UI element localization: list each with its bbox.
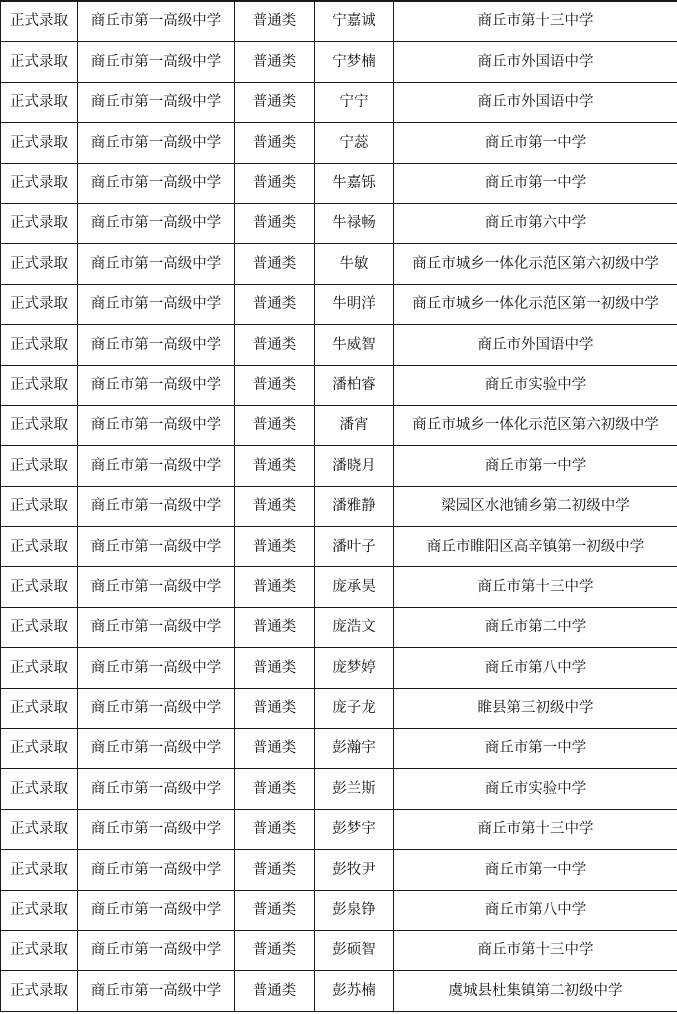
table-row	[1, 729, 677, 769]
admission-table-body	[1, 1, 677, 1011]
student-name-cell: 潘晓月	[315, 446, 394, 486]
student-name-cell: 庞子龙	[315, 688, 394, 728]
table-row	[1, 890, 677, 930]
admission-status-cell: 正式录取	[1, 365, 78, 405]
student-name-cell: 庞浩文	[315, 607, 394, 647]
graduating-school-cell: 睢县第三初级中学	[394, 688, 677, 728]
admitted-school-cell: 商丘市第一高级中学	[78, 284, 235, 324]
graduating-school-cell: 商丘市第一中学	[394, 123, 677, 163]
graduating-school-cell: 商丘市第八中学	[394, 648, 677, 688]
admitted-school-cell: 商丘市第一高级中学	[78, 82, 235, 122]
student-name-cell: 宁梦楠	[315, 42, 394, 82]
table-row	[1, 486, 677, 526]
graduating-school-cell: 商丘市城乡一体化示范区第一初级中学	[394, 284, 677, 324]
admitted-school-cell: 商丘市第一高级中学	[78, 850, 235, 890]
admission-status-cell: 正式录取	[1, 567, 78, 607]
admission-status-cell: 正式录取	[1, 809, 78, 849]
table-row	[1, 1, 677, 42]
student-name-cell: 彭梦宇	[315, 809, 394, 849]
admission-status-cell: 正式录取	[1, 769, 78, 809]
admission-status-cell: 正式录取	[1, 405, 78, 445]
admitted-school-cell: 商丘市第一高级中学	[78, 648, 235, 688]
student-name-cell: 宁嘉诚	[315, 1, 394, 42]
student-name-cell: 庞承昊	[315, 567, 394, 607]
admitted-school-cell: 商丘市第一高级中学	[78, 486, 235, 526]
student-name-cell: 牛禄畅	[315, 203, 394, 243]
admission-type-cell: 普通类	[235, 486, 315, 526]
graduating-school-cell: 商丘市第一中学	[394, 163, 677, 203]
admission-type-cell: 普通类	[235, 607, 315, 647]
graduating-school-cell: 商丘市睢阳区高辛镇第一初级中学	[394, 527, 677, 567]
table-row	[1, 648, 677, 688]
admission-status-cell: 正式录取	[1, 244, 78, 284]
table-row	[1, 82, 677, 122]
admission-status-cell: 正式录取	[1, 850, 78, 890]
admission-type-cell: 普通类	[235, 769, 315, 809]
admission-type-cell: 普通类	[235, 284, 315, 324]
admission-type-cell: 普通类	[235, 527, 315, 567]
table-row	[1, 567, 677, 607]
admitted-school-cell: 商丘市第一高级中学	[78, 971, 235, 1011]
graduating-school-cell: 梁园区水池铺乡第二初级中学	[394, 486, 677, 526]
admission-status-cell: 正式录取	[1, 688, 78, 728]
admitted-school-cell: 商丘市第一高级中学	[78, 890, 235, 930]
graduating-school-cell: 商丘市实验中学	[394, 365, 677, 405]
admitted-school-cell: 商丘市第一高级中学	[78, 325, 235, 365]
graduating-school-cell: 虞城县杜集镇第二初级中学	[394, 971, 677, 1011]
admission-type-cell: 普通类	[235, 244, 315, 284]
table-row	[1, 930, 677, 970]
table-row	[1, 203, 677, 243]
admission-status-cell: 正式录取	[1, 284, 78, 324]
student-name-cell: 牛威智	[315, 325, 394, 365]
admission-type-cell: 普通类	[235, 971, 315, 1011]
admitted-school-cell: 商丘市第一高级中学	[78, 244, 235, 284]
admitted-school-cell: 商丘市第一高级中学	[78, 446, 235, 486]
admission-status-cell: 正式录取	[1, 446, 78, 486]
student-name-cell: 牛嘉铄	[315, 163, 394, 203]
student-name-cell: 潘叶子	[315, 527, 394, 567]
admission-type-cell: 普通类	[235, 405, 315, 445]
graduating-school-cell: 商丘市第六中学	[394, 203, 677, 243]
admission-type-cell: 普通类	[235, 123, 315, 163]
student-name-cell: 潘雅静	[315, 486, 394, 526]
admitted-school-cell: 商丘市第一高级中学	[78, 930, 235, 970]
admission-status-cell: 正式录取	[1, 123, 78, 163]
graduating-school-cell: 商丘市第十三中学	[394, 1, 677, 42]
graduating-school-cell: 商丘市第十三中学	[394, 930, 677, 970]
admission-type-cell: 普通类	[235, 567, 315, 607]
admission-status-cell: 正式录取	[1, 1, 78, 42]
admission-type-cell: 普通类	[235, 325, 315, 365]
graduating-school-cell: 商丘市第二中学	[394, 607, 677, 647]
student-name-cell: 潘柏睿	[315, 365, 394, 405]
student-name-cell: 牛敏	[315, 244, 394, 284]
admission-type-cell: 普通类	[235, 930, 315, 970]
admission-type-cell: 普通类	[235, 890, 315, 930]
table-row	[1, 446, 677, 486]
admission-status-cell: 正式录取	[1, 527, 78, 567]
admission-type-cell: 普通类	[235, 82, 315, 122]
admission-type-cell: 普通类	[235, 203, 315, 243]
table-row	[1, 123, 677, 163]
table-row	[1, 42, 677, 82]
student-name-cell: 彭苏楠	[315, 971, 394, 1011]
graduating-school-cell: 商丘市外国语中学	[394, 325, 677, 365]
admitted-school-cell: 商丘市第一高级中学	[78, 365, 235, 405]
student-name-cell: 宁蕊	[315, 123, 394, 163]
admitted-school-cell: 商丘市第一高级中学	[78, 163, 235, 203]
admitted-school-cell: 商丘市第一高级中学	[78, 203, 235, 243]
admission-status-cell: 正式录取	[1, 648, 78, 688]
admission-status-cell: 正式录取	[1, 486, 78, 526]
admission-status-cell: 正式录取	[1, 971, 78, 1011]
table-row	[1, 163, 677, 203]
graduating-school-cell: 商丘市第一中学	[394, 729, 677, 769]
graduating-school-cell: 商丘市城乡一体化示范区第六初级中学	[394, 244, 677, 284]
admission-type-cell: 普通类	[235, 648, 315, 688]
table-row	[1, 971, 677, 1011]
table-row	[1, 244, 677, 284]
graduating-school-cell: 商丘市外国语中学	[394, 82, 677, 122]
graduating-school-cell: 商丘市外国语中学	[394, 42, 677, 82]
table-row	[1, 405, 677, 445]
table-row	[1, 325, 677, 365]
student-name-cell: 彭牧尹	[315, 850, 394, 890]
graduating-school-cell: 商丘市第十三中学	[394, 809, 677, 849]
admitted-school-cell: 商丘市第一高级中学	[78, 405, 235, 445]
admission-type-cell: 普通类	[235, 42, 315, 82]
admission-type-cell: 普通类	[235, 688, 315, 728]
graduating-school-cell: 商丘市第一中学	[394, 446, 677, 486]
admitted-school-cell: 商丘市第一高级中学	[78, 769, 235, 809]
table-row	[1, 809, 677, 849]
student-name-cell: 庞梦婷	[315, 648, 394, 688]
student-name-cell: 彭泉铮	[315, 890, 394, 930]
student-name-cell: 潘宵	[315, 405, 394, 445]
student-name-cell: 彭瀚宇	[315, 729, 394, 769]
admitted-school-cell: 商丘市第一高级中学	[78, 607, 235, 647]
table-row	[1, 688, 677, 728]
student-name-cell: 彭兰斯	[315, 769, 394, 809]
graduating-school-cell: 商丘市城乡一体化示范区第六初级中学	[394, 405, 677, 445]
admission-type-cell: 普通类	[235, 163, 315, 203]
admitted-school-cell: 商丘市第一高级中学	[78, 42, 235, 82]
admitted-school-cell: 商丘市第一高级中学	[78, 688, 235, 728]
admission-type-cell: 普通类	[235, 850, 315, 890]
table-row	[1, 607, 677, 647]
admission-type-cell: 普通类	[235, 1, 315, 42]
admission-status-cell: 正式录取	[1, 729, 78, 769]
graduating-school-cell: 商丘市第十三中学	[394, 567, 677, 607]
admission-status-cell: 正式录取	[1, 930, 78, 970]
graduating-school-cell: 商丘市第八中学	[394, 890, 677, 930]
admission-type-cell: 普通类	[235, 446, 315, 486]
student-name-cell: 彭硕智	[315, 930, 394, 970]
admission-status-cell: 正式录取	[1, 82, 78, 122]
graduating-school-cell: 商丘市实验中学	[394, 769, 677, 809]
admitted-school-cell: 商丘市第一高级中学	[78, 1, 235, 42]
admission-status-cell: 正式录取	[1, 325, 78, 365]
admission-status-cell: 正式录取	[1, 42, 78, 82]
admission-type-cell: 普通类	[235, 365, 315, 405]
admitted-school-cell: 商丘市第一高级中学	[78, 729, 235, 769]
admitted-school-cell: 商丘市第一高级中学	[78, 567, 235, 607]
admission-status-cell: 正式录取	[1, 890, 78, 930]
graduating-school-cell: 商丘市第一中学	[394, 850, 677, 890]
table-row	[1, 284, 677, 324]
table-row	[1, 527, 677, 567]
student-name-cell: 宁宁	[315, 82, 394, 122]
admission-status-cell: 正式录取	[1, 607, 78, 647]
admitted-school-cell: 商丘市第一高级中学	[78, 809, 235, 849]
admission-status-cell: 正式录取	[1, 203, 78, 243]
admission-type-cell: 普通类	[235, 729, 315, 769]
table-row	[1, 365, 677, 405]
admission-status-cell: 正式录取	[1, 163, 78, 203]
table-row	[1, 769, 677, 809]
table-row	[1, 850, 677, 890]
admitted-school-cell: 商丘市第一高级中学	[78, 123, 235, 163]
student-name-cell: 牛明洋	[315, 284, 394, 324]
admitted-school-cell: 商丘市第一高级中学	[78, 527, 235, 567]
admission-type-cell: 普通类	[235, 809, 315, 849]
